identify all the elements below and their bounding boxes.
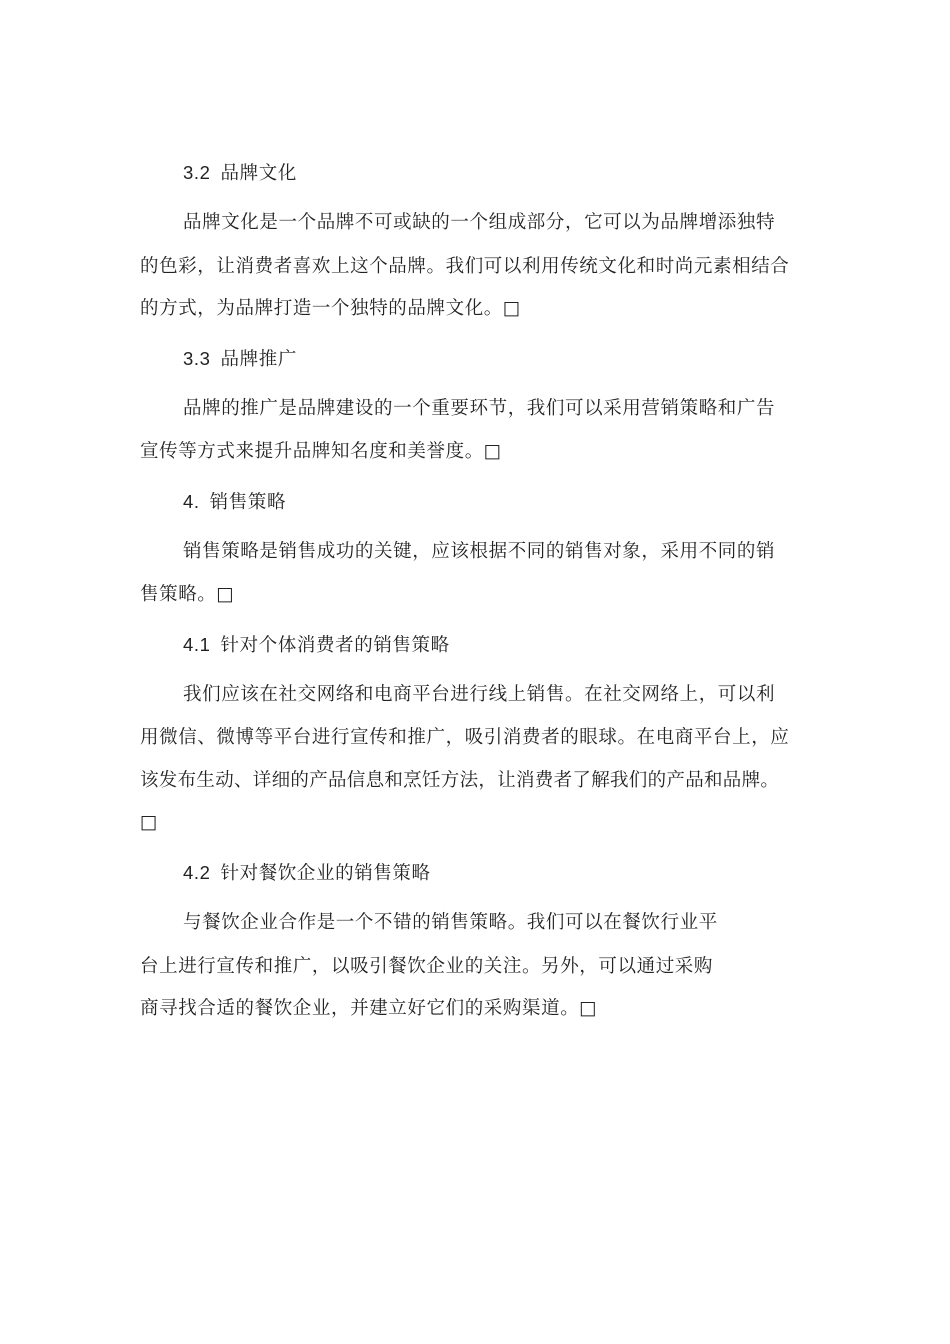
paragraph-line: 用微信、微博等平台进行宣传和推广，吸引消费者的眼球。在电商平台上，应	[140, 727, 790, 748]
section-number: 3.2	[183, 162, 211, 183]
section-heading	[183, 161, 297, 186]
paragraph-line: 该发布生动、详细的产品信息和烹饪方法，让消费者了解我们的产品和品牌。	[140, 770, 780, 791]
paragraph-line: 品牌的推广是品牌建设的一个重要环节，我们可以采用营销策略和广告	[183, 398, 776, 419]
paragraph-line: 销售策略是销售成功的关键，应该根据不同的销售对象，采用不同的销	[183, 541, 776, 562]
paragraph-line: 我们应该在社交网络和电商平台进行线上销售。在社交网络上，可以利	[183, 684, 776, 705]
paragraph-line: 与餐饮企业合作是一个不错的销售策略。我们可以在餐饮行业平	[183, 912, 718, 933]
section-title: 销售策略	[209, 492, 287, 513]
section-heading	[183, 861, 431, 886]
paragraph-line: 的色彩，让消费者喜欢上这个品牌。我们可以利用传统文化和时尚元素相结合	[140, 256, 790, 277]
section-heading	[183, 633, 450, 658]
section-number: 4.	[183, 491, 200, 512]
paragraph-line: 品牌文化是一个品牌不可或缺的一个组成部分，它可以为品牌增添独特	[183, 212, 776, 233]
section-number: 4.2	[183, 862, 211, 883]
section-title: 品牌推广	[220, 349, 297, 370]
section-title: 针对餐饮企业的销售策略	[220, 863, 431, 884]
paragraph-line: 的方式，为品牌打造一个独特的品牌文化。□	[140, 298, 521, 319]
section-number: 4.1	[183, 634, 211, 655]
section-number: 3.3	[183, 348, 211, 369]
section-title: 针对个体消费者的销售策略	[220, 635, 450, 656]
section-title: 品牌文化	[220, 163, 297, 184]
paragraph-line: 宣传等方式来提升品牌知名度和美誉度。□	[140, 441, 502, 462]
section-heading	[183, 490, 286, 515]
paragraph-line: 台上进行宣传和推广，以吸引餐饮企业的关注。另外，可以通过采购	[140, 956, 714, 977]
section-heading	[183, 347, 297, 372]
paragraph-line: 商寻找合适的餐饮企业，并建立好它们的采购渠道。□	[140, 998, 598, 1019]
paragraph-line: □	[140, 812, 159, 833]
paragraph-line: 售策略。□	[140, 584, 235, 605]
